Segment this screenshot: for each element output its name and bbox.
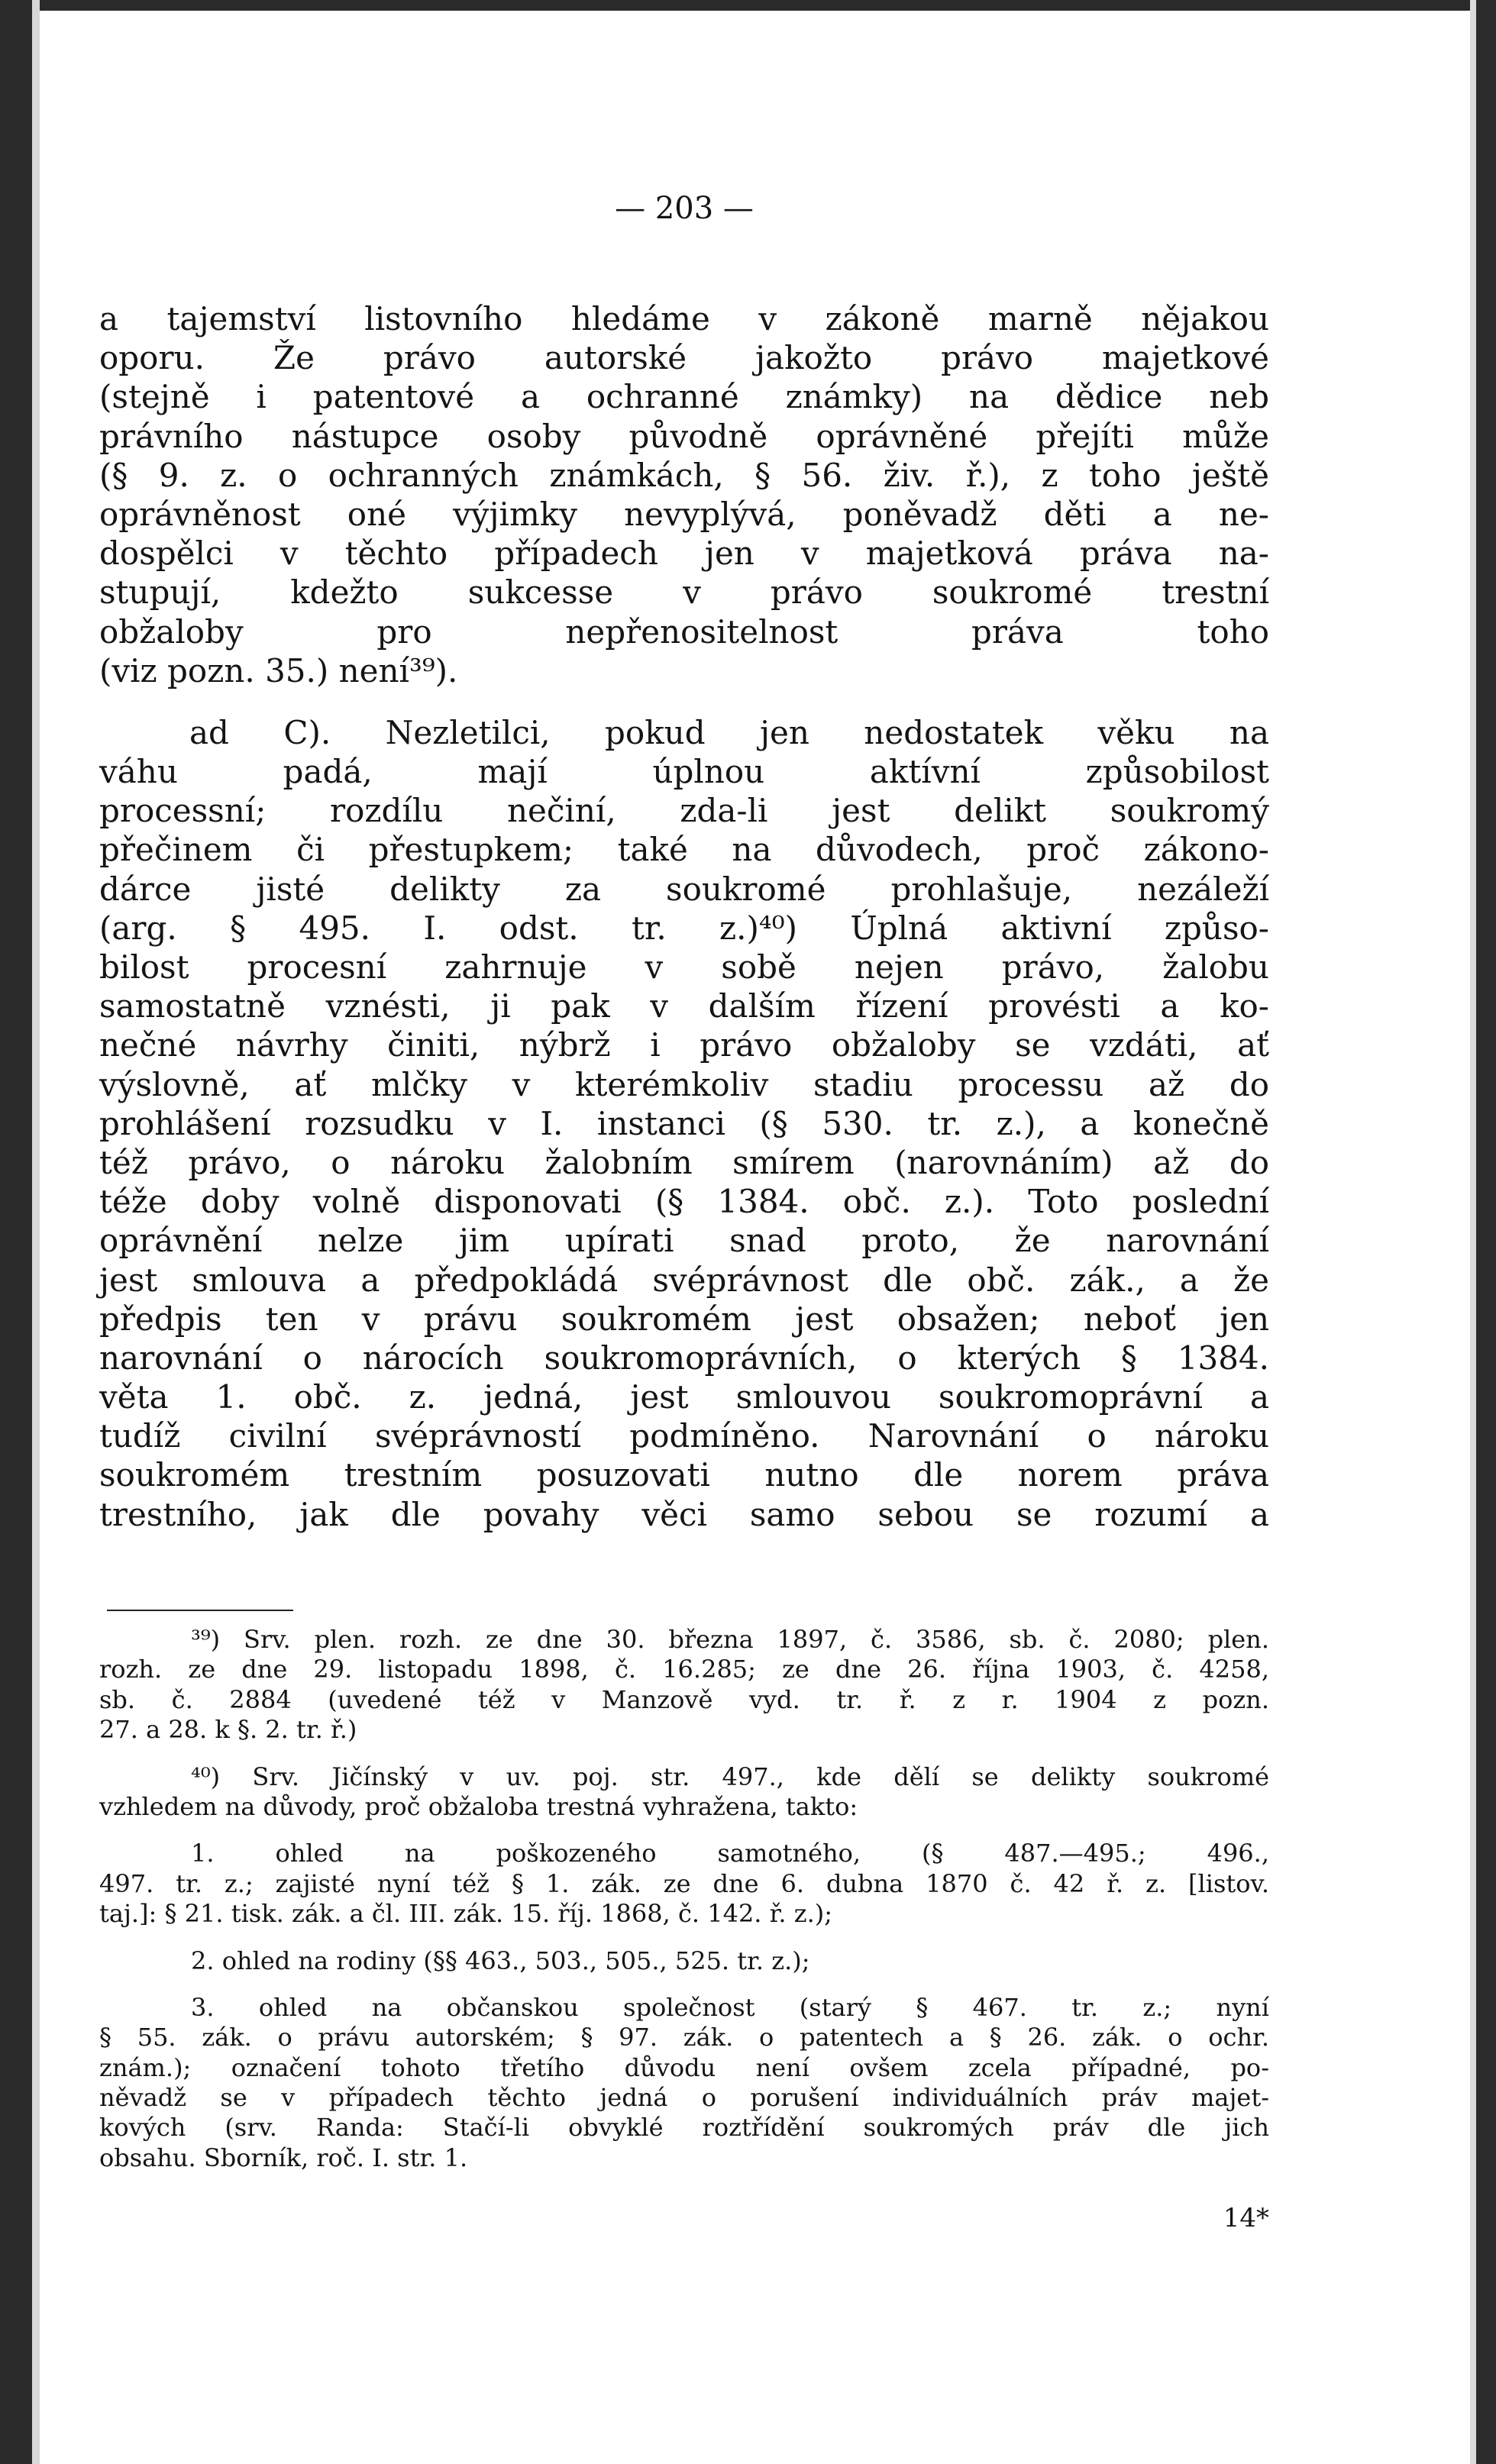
body-line: přečinem či přestupkem; také na důvodech, proč zákono- <box>99 831 1269 869</box>
body-line: oprávněnost oné výjimky nevyplývá, poněvadž děti a ne- <box>99 495 1269 533</box>
body-line: obžaloby pro nepřenositelnost práva toho <box>99 612 1269 651</box>
footnote-line: 3. ohled na občanskou společnost (starý § 467. tr. z.; nyní <box>191 1992 1269 2022</box>
body-line: narovnání o nárocích soukromoprávních, o kterých § 1384. <box>99 1339 1269 1377</box>
body-line: předpis ten v právu soukromém jest obsažen; neboť jen <box>99 1300 1269 1338</box>
body-line: (arg. § 495. I. odst. tr. z.)⁴⁰) Úplná aktivní způso- <box>99 909 1269 947</box>
scan-edge-right-shadow <box>1470 0 1476 2464</box>
footnote-rule <box>107 1610 293 1611</box>
footnote-line: ³⁹) Srv. plen. rozh. ze dne 30. března 1897, č. 3586, sb. č. 2080; plen. <box>191 1625 1269 1654</box>
body-line: prohlášení rozsudku v I. instanci (§ 530. tr. z.), a konečně <box>99 1104 1269 1142</box>
footnote-line: § 55. zák. o právu autorském; § 97. zák. o patentech a § 26. zák. o ochr. <box>99 2023 1269 2052</box>
footnote-line: 497. tr. z.; zajisté nyní též § 1. zák. ze dne 6. dubna 1870 č. 42 ř. z. [listov. <box>99 1868 1269 1898</box>
footnote-line: 27. a 28. k §. 2. tr. ř.) <box>99 1715 357 1745</box>
body-line: výslovně, ať mlčky v kterémkoliv stadiu processu až do <box>99 1065 1269 1103</box>
footnote-line: sb. č. 2884 (uvedené též v Manzově vyd. tr. ř. z r. 1904 z pozn. <box>99 1684 1269 1714</box>
body-line: (viz pozn. 35.) není³⁹). <box>99 651 458 689</box>
body-line: (§ 9. z. o ochranných známkách, § 56. živ. ř.), z toho ještě <box>99 456 1269 494</box>
body-line: ad C). Nezletilci, pokud jen nedostatek věku na <box>189 713 1269 751</box>
footnote-line: ⁴⁰) Srv. Jičínský v uv. poj. str. 497., kde dělí se delikty soukromé <box>191 1762 1269 1791</box>
body-line: (stejně i patentové a ochranné známky) na dědice neb <box>99 378 1269 416</box>
body-line: a tajemství listovního hledáme v zákoně marně nějakou <box>99 300 1269 337</box>
footnote-line: 2. ohled na rodiny (§§ 463., 503., 505., 525. tr. z.); <box>191 1946 810 1975</box>
footnote-line: obsahu. Sborník, roč. I. str. 1. <box>99 2143 468 2172</box>
footnote-line: vzhledem na důvody, proč obžaloba trestná vyhražena, takto: <box>99 1791 858 1821</box>
footnote-line: 1. ohled na poškozeného samotného, (§ 487.—495.; 496., <box>191 1839 1269 1868</box>
footnote-line: něvadž se v případech těchto jedná o porušení individuálních práv majet- <box>99 2083 1269 2113</box>
body-line: oporu. Že právo autorské jakožto právo majetkové <box>99 339 1269 377</box>
body-line: nečné návrhy činiti, nýbrž i právo obžaloby se vzdáti, ať <box>99 1026 1269 1064</box>
body-line: bilost procesní zahrnuje v sobě nejen právo, žalobu <box>99 948 1269 986</box>
body-line: oprávnění nelze jim upírati snad proto, že narovnání <box>99 1222 1269 1260</box>
body-line: též právo, o nároku žalobním smírem (narovnáním) až do <box>99 1143 1269 1181</box>
page-number: — 203 — <box>615 191 754 226</box>
body-line: jest smlouva a předpokládá svéprávnost dle obč. zák., a že <box>99 1261 1269 1299</box>
footnote-line: znám.); označení tohoto třetího důvodu není ovšem zcela případné, po- <box>99 2052 1269 2082</box>
footnotes <box>99 1625 1269 2173</box>
body-line: soukromém trestním posuzovati nutno dle norem práva <box>99 1456 1269 1494</box>
body-line: téže doby volně disponovati (§ 1384. obč. z.). Toto poslední <box>99 1183 1269 1221</box>
body-line: právního nástupce osoby původně oprávněné přejíti může <box>99 417 1269 455</box>
body-line: processní; rozdílu nečiní, zda-li jest delikt soukromý <box>99 792 1269 830</box>
body-line: váhu padá, mají úplnou aktívní způsobilost <box>99 753 1269 791</box>
body-line: dárce jisté delikty za soukromé prohlašuje, nezáleží <box>99 870 1269 908</box>
body-text <box>99 299 1269 1534</box>
footnote-line: taj.]: § 21. tisk. zák. a čl. III. zák. 15. říj. 1868, č. 142. ř. z.); <box>99 1899 833 1929</box>
scan-edge-left-shadow <box>32 0 40 2464</box>
body-line: stupují, kdežto sukcesse v právo soukromé trestní <box>99 573 1269 612</box>
body-line: dospělci v těchto případech jen v majetková práva na- <box>99 534 1269 573</box>
footnote-line: rozh. ze dne 29. listopadu 1898, č. 16.285; ze dne 26. října 1903, č. 4258, <box>99 1655 1269 1684</box>
body-line: trestního, jak dle povahy věci samo sebou se rozumí a <box>99 1495 1269 1533</box>
body-line: věta 1. obč. z. jedná, jest smlouvou soukromoprávní a <box>99 1378 1269 1416</box>
signature-mark: 14* <box>1223 2203 1269 2233</box>
scan-edge-left <box>0 0 32 2464</box>
scan-edge-top <box>0 0 1496 11</box>
body-line: samostatně vznésti, ji pak v dalším řízení provésti a ko- <box>99 987 1269 1025</box>
footnote-line: kových (srv. Randa: Stačí-li obvyklé roztřídění soukromých práv dle jich <box>99 2113 1269 2143</box>
body-line: tudíž civilní svéprávností podmíněno. Narovnání o nároku <box>99 1417 1269 1455</box>
scan-edge-right <box>1476 0 1496 2464</box>
